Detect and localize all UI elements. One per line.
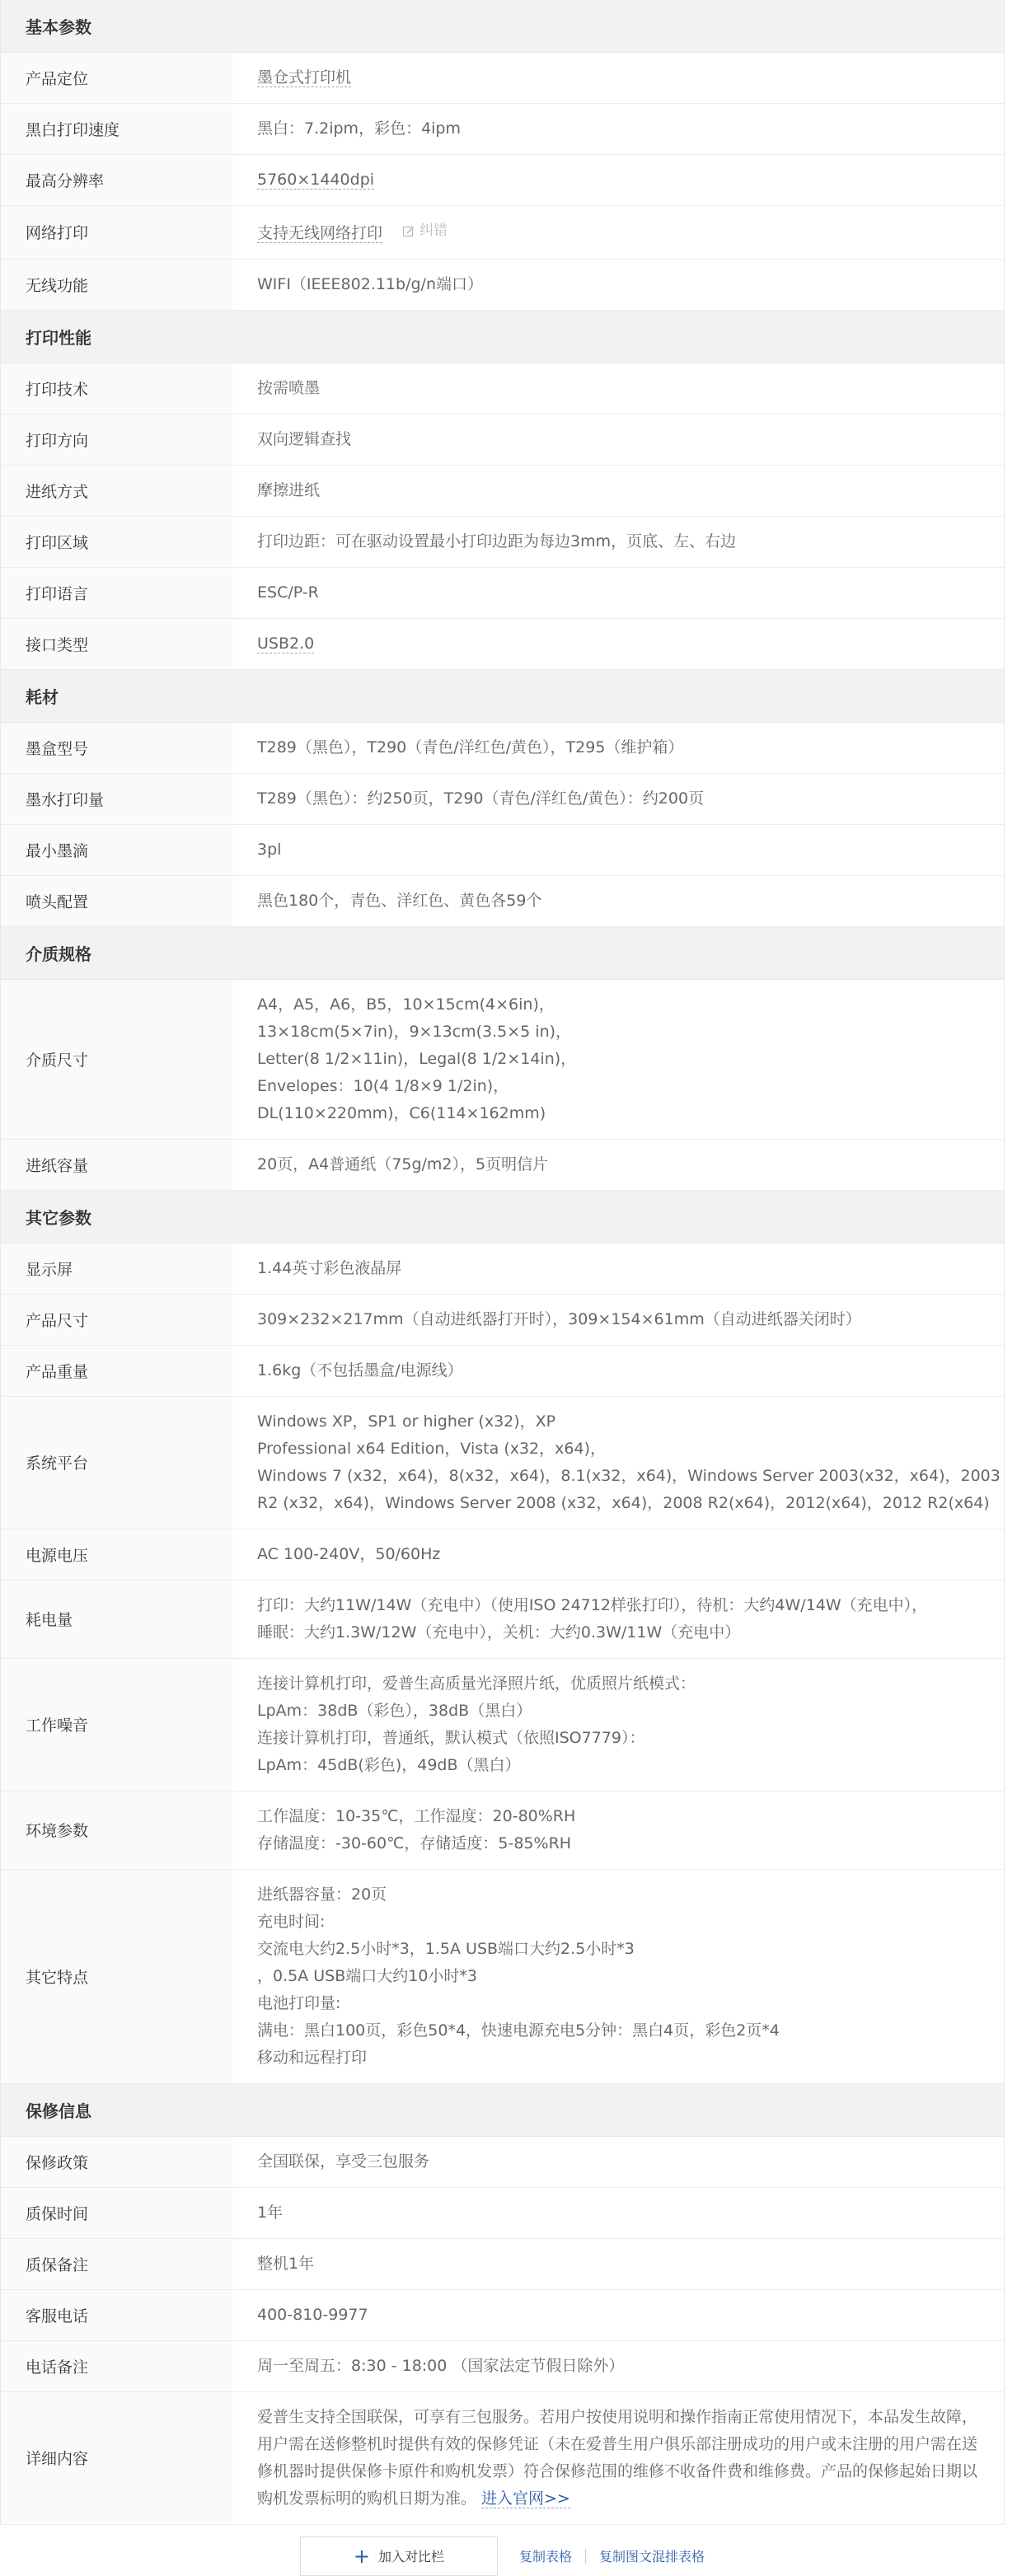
spec-row	[1, 1346, 1004, 1397]
spec-label: 其它特点	[1, 1870, 232, 2083]
spec-label: 墨水打印量	[1, 774, 232, 824]
section-header: 保修信息	[1, 2084, 1004, 2137]
spec-value	[232, 876, 1004, 926]
spec-label: 墨盒型号	[1, 723, 232, 773]
official-site-link[interactable]: 进入官网>>	[481, 2489, 570, 2508]
spec-row	[1, 825, 1004, 876]
spec-value-text: Windows XP，SP1 or higher (x32)，XP	[257, 1412, 556, 1431]
spec-row	[1, 980, 1004, 1140]
spec-label: 进纸方式	[1, 466, 232, 516]
spec-value	[232, 2239, 1004, 2289]
spec-value	[232, 2188, 1004, 2238]
spec-label: 质保备注	[1, 2239, 232, 2289]
spec-value-text: 工作温度：10-35℃，工作湿度：20-80%RH	[257, 1806, 576, 1825]
footer-actions	[0, 2525, 1005, 2569]
spec-value-text: 全国联保，享受三包服务	[257, 2152, 430, 2171]
spec-value	[232, 1581, 1004, 1658]
spec-value	[232, 1870, 1004, 2083]
spec-label: 工作噪音	[1, 1659, 232, 1791]
spec-value-link[interactable]: 墨仓式打印机	[257, 68, 352, 87]
spec-value-text: 满电：黑白100页，彩色50*4，快速电源充电5分钟：黑白4页，彩色2页*4	[257, 2021, 780, 2040]
spec-value-text: 309×232×217mm（自动进纸器打开时），309×154×61mm（自动进纸器关闭时）	[257, 1309, 861, 1328]
spec-row	[1, 2290, 1004, 2341]
spec-row	[1, 1659, 1004, 1791]
spec-row	[1, 1244, 1004, 1295]
spec-value	[232, 415, 1004, 465]
spec-label: 黑白打印速度	[1, 104, 232, 154]
spec-row	[1, 1140, 1004, 1191]
spec-value	[232, 104, 1004, 154]
spec-value-text: 连接计算机打印，普通纸，默认模式（依照ISO7779）：	[257, 1728, 645, 1747]
copy-table-link[interactable]: 复制表格	[518, 2549, 572, 2564]
spec-row	[1, 2341, 1004, 2392]
spec-value-text: T289（黑色），T290（青色/洋红色/黄色），T295（维护箱）	[257, 738, 684, 756]
spec-value-text: 整机1年	[257, 2254, 315, 2273]
section-header: 打印性能	[1, 311, 1004, 363]
spec-row	[1, 2188, 1004, 2239]
spec-value-text: T289（黑色）：约250页，T290（青色/洋红色/黄色）：约200页	[257, 789, 705, 808]
report-error-label: 纠错	[419, 222, 448, 239]
add-to-compare-button[interactable]	[300, 2536, 498, 2576]
spec-value-text: ，0.5A USB端口大约10小时*3	[257, 1966, 478, 1985]
spec-value-text: LpAm：38dB（彩色），38dB（黑白）	[257, 1701, 532, 1720]
spec-value-link[interactable]: USB2.0	[257, 634, 315, 653]
spec-label: 打印区域	[1, 517, 232, 567]
spec-label: 网络打印	[1, 206, 232, 259]
spec-value-text: 13×18cm(5×7in)，9×13cm(3.5×5 in)，	[257, 1022, 572, 1041]
spec-label: 质保时间	[1, 2188, 232, 2238]
spec-value	[232, 1529, 1004, 1580]
spec-value-text: LpAm：45dB(彩色)，49dB（黑白）	[257, 1755, 521, 1774]
spec-value	[232, 466, 1004, 516]
spec-label: 接口类型	[1, 619, 232, 669]
spec-value-text: 存储温度：-30-60℃，存储适度：5-85%RH	[257, 1834, 572, 1852]
spec-row	[1, 2392, 1004, 2525]
spec-value-text: 摩擦进纸	[257, 480, 321, 499]
divider	[585, 2549, 586, 2564]
spec-label: 系统平台	[1, 1397, 232, 1529]
spec-value-text: 双向逻辑查找	[257, 429, 352, 448]
spec-value	[232, 517, 1004, 567]
spec-row	[1, 206, 1004, 260]
spec-label: 无线功能	[1, 260, 232, 310]
spec-value-text: Professional x64 Edition，Vista (x32，x64)，	[257, 1439, 606, 1458]
spec-label: 产品重量	[1, 1346, 232, 1396]
spec-value-text: 400-810-9977	[257, 2305, 368, 2324]
spec-value-text: Envelopes：10(4 1/8×9 1/2in)，	[257, 1076, 509, 1095]
spec-value	[232, 1244, 1004, 1294]
spec-label: 产品定位	[1, 53, 232, 103]
spec-value-text: R2 (x32，x64)，Windows Server 2008 (x32，x64)，2008 R2(x64)，2012(x64)，2012 R2(x64)	[257, 1493, 990, 1512]
spec-value-text: 充电时间:	[257, 1912, 326, 1931]
spec-value	[232, 568, 1004, 618]
spec-value	[232, 2290, 1004, 2340]
spec-label: 喷头配置	[1, 876, 232, 926]
spec-value-text: 爱普生支持全国联保，可享有三包服务。若用户按使用说明和操作指南正常使用情况下，本品发生故障，用户需在送修整机时提供有效的保修凭证（未在爱普生用户俱乐部注册成功的用户或未注册的用户需在送修机器时提供保修卡原件和购机发票）符合保修范围的维修不收备件费和维修费。产品的保修起始日期以购机发票标明的购机日期为准。	[257, 2407, 978, 2508]
spec-label: 进纸容量	[1, 1140, 232, 1190]
spec-value-text: 移动和远程打印	[257, 2048, 368, 2067]
spec-value-text: Letter(8 1/2×11in)，Legal(8 1/2×14in)，	[257, 1049, 577, 1068]
spec-row	[1, 1529, 1004, 1581]
spec-row	[1, 723, 1004, 774]
spec-value	[232, 774, 1004, 824]
spec-value	[232, 1346, 1004, 1396]
spec-label: 打印语言	[1, 568, 232, 618]
spec-value	[232, 1397, 1017, 1529]
spec-value-text: 按需喷墨	[257, 378, 321, 397]
spec-value-text: 交流电大约2.5小时*3，1.5A USB端口大约2.5小时*3	[257, 1939, 635, 1958]
spec-row	[1, 619, 1004, 670]
spec-label: 产品尺寸	[1, 1295, 232, 1345]
spec-label: 电源电压	[1, 1529, 232, 1580]
spec-value	[232, 2392, 1004, 2524]
plus-icon: +	[353, 2544, 371, 2568]
spec-label: 打印技术	[1, 363, 232, 414]
spec-value-text: DL(110×220mm)，C6(114×162mm)	[257, 1103, 546, 1122]
spec-row	[1, 2239, 1004, 2290]
section-header: 基本参数	[1, 0, 1004, 53]
report-error-link[interactable]	[402, 218, 448, 245]
spec-row	[1, 53, 1004, 104]
spec-row	[1, 568, 1004, 619]
spec-row	[1, 1791, 1004, 1870]
spec-label: 耗电量	[1, 1581, 232, 1658]
spec-value	[232, 1791, 1004, 1869]
spec-row	[1, 2137, 1004, 2188]
spec-label: 详细内容	[1, 2392, 232, 2524]
spec-row	[1, 104, 1004, 155]
spec-row	[1, 415, 1004, 466]
spec-value-text: 1年	[257, 2203, 284, 2222]
spec-row	[1, 155, 1004, 206]
spec-label: 环境参数	[1, 1791, 232, 1869]
spec-value-text: 1.6kg（不包括墨盒/电源线）	[257, 1361, 463, 1379]
spec-value-link[interactable]: 支持无线网络打印	[257, 223, 383, 242]
spec-row	[1, 1397, 1004, 1529]
spec-value-text: 1.44英寸彩色液晶屏	[257, 1258, 402, 1277]
spec-value-text: A4，A5，A6，B5，10×15cm(4×6in)，	[257, 995, 555, 1014]
spec-value-text: Windows 7 (x32，x64)，8(x32，x64)，8.1(x32，x64)，Windows Server 2003(x32，x64)，2003	[257, 1466, 1001, 1485]
spec-row	[1, 774, 1004, 825]
spec-value-text: 电池打印量:	[257, 1993, 341, 2012]
spec-value	[232, 260, 1004, 310]
spec-value	[232, 825, 1004, 875]
spec-label: 最高分辨率	[1, 155, 232, 205]
add-to-compare-label: 加入对比栏	[378, 2549, 445, 2564]
spec-value	[232, 2137, 1004, 2187]
spec-value-link[interactable]: 5760×1440dpi	[257, 171, 375, 189]
spec-value-text: 3pl	[257, 840, 282, 859]
spec-value	[232, 2341, 1004, 2391]
spec-row	[1, 466, 1004, 517]
spec-label: 显示屏	[1, 1244, 232, 1294]
section-header: 其它参数	[1, 1191, 1004, 1244]
spec-value	[232, 1295, 1004, 1345]
spec-value-text: ESC/P-R	[257, 583, 319, 602]
spec-value	[232, 155, 1004, 205]
spec-value-text: 打印：大约11W/14W（充电中）（使用ISO 24712样张打印），待机：大约4W/14W（充电中），	[257, 1595, 928, 1614]
spec-row	[1, 363, 1004, 415]
edit-icon	[402, 225, 415, 238]
spec-value-text: 黑白：7.2ipm，彩色：4ipm	[257, 119, 462, 138]
spec-value-text: 周一至周五：8:30 - 18:00 （国家法定节假日除外）	[257, 2356, 625, 2375]
section-header: 介质规格	[1, 927, 1004, 980]
spec-label: 客服电话	[1, 2290, 232, 2340]
spec-value	[232, 723, 1004, 773]
spec-label: 打印方向	[1, 415, 232, 465]
spec-value-text: 打印边距：可在驱动设置最小打印边距为每边3mm，页底、左、右边	[257, 532, 737, 550]
spec-value	[232, 980, 1004, 1139]
spec-value-text: 进纸器容量：20页	[257, 1885, 387, 1904]
spec-value	[232, 1140, 1004, 1190]
spec-value-text: AC 100-240V，50/60Hz	[257, 1544, 441, 1563]
spec-row	[1, 1870, 1004, 2084]
spec-label: 保修政策	[1, 2137, 232, 2187]
spec-label: 电话备注	[1, 2341, 232, 2391]
spec-row	[1, 260, 1004, 311]
spec-value-text: 连接计算机打印，爱普生高质量光泽照片纸，优质照片纸模式：	[257, 1674, 696, 1693]
spec-value	[232, 619, 1004, 669]
spec-label: 最小墨滴	[1, 825, 232, 875]
spec-value-text: 睡眠：大约1.3W/12W（充电中），关机：大约0.3W/11W（充电中）	[257, 1623, 741, 1642]
spec-value	[232, 53, 1004, 103]
spec-row	[1, 876, 1004, 927]
spec-value	[232, 363, 1004, 414]
spec-row	[1, 1295, 1004, 1346]
spec-value	[232, 1659, 1004, 1791]
spec-value-text: WIFI（IEEE802.11b/g/n端口）	[257, 274, 483, 293]
spec-value-text: 20页，A4普通纸（75g/m2），5页明信片	[257, 1155, 549, 1173]
spec-value	[232, 206, 1004, 259]
spec-row	[1, 1581, 1004, 1659]
spec-value-text: 黑色180个，青色、洋红色、黄色各59个	[257, 891, 542, 910]
spec-label: 介质尺寸	[1, 980, 232, 1139]
spec-row	[1, 517, 1004, 568]
section-header: 耗材	[1, 670, 1004, 723]
copy-image-table-link[interactable]: 复制图文混排表格	[599, 2549, 705, 2564]
